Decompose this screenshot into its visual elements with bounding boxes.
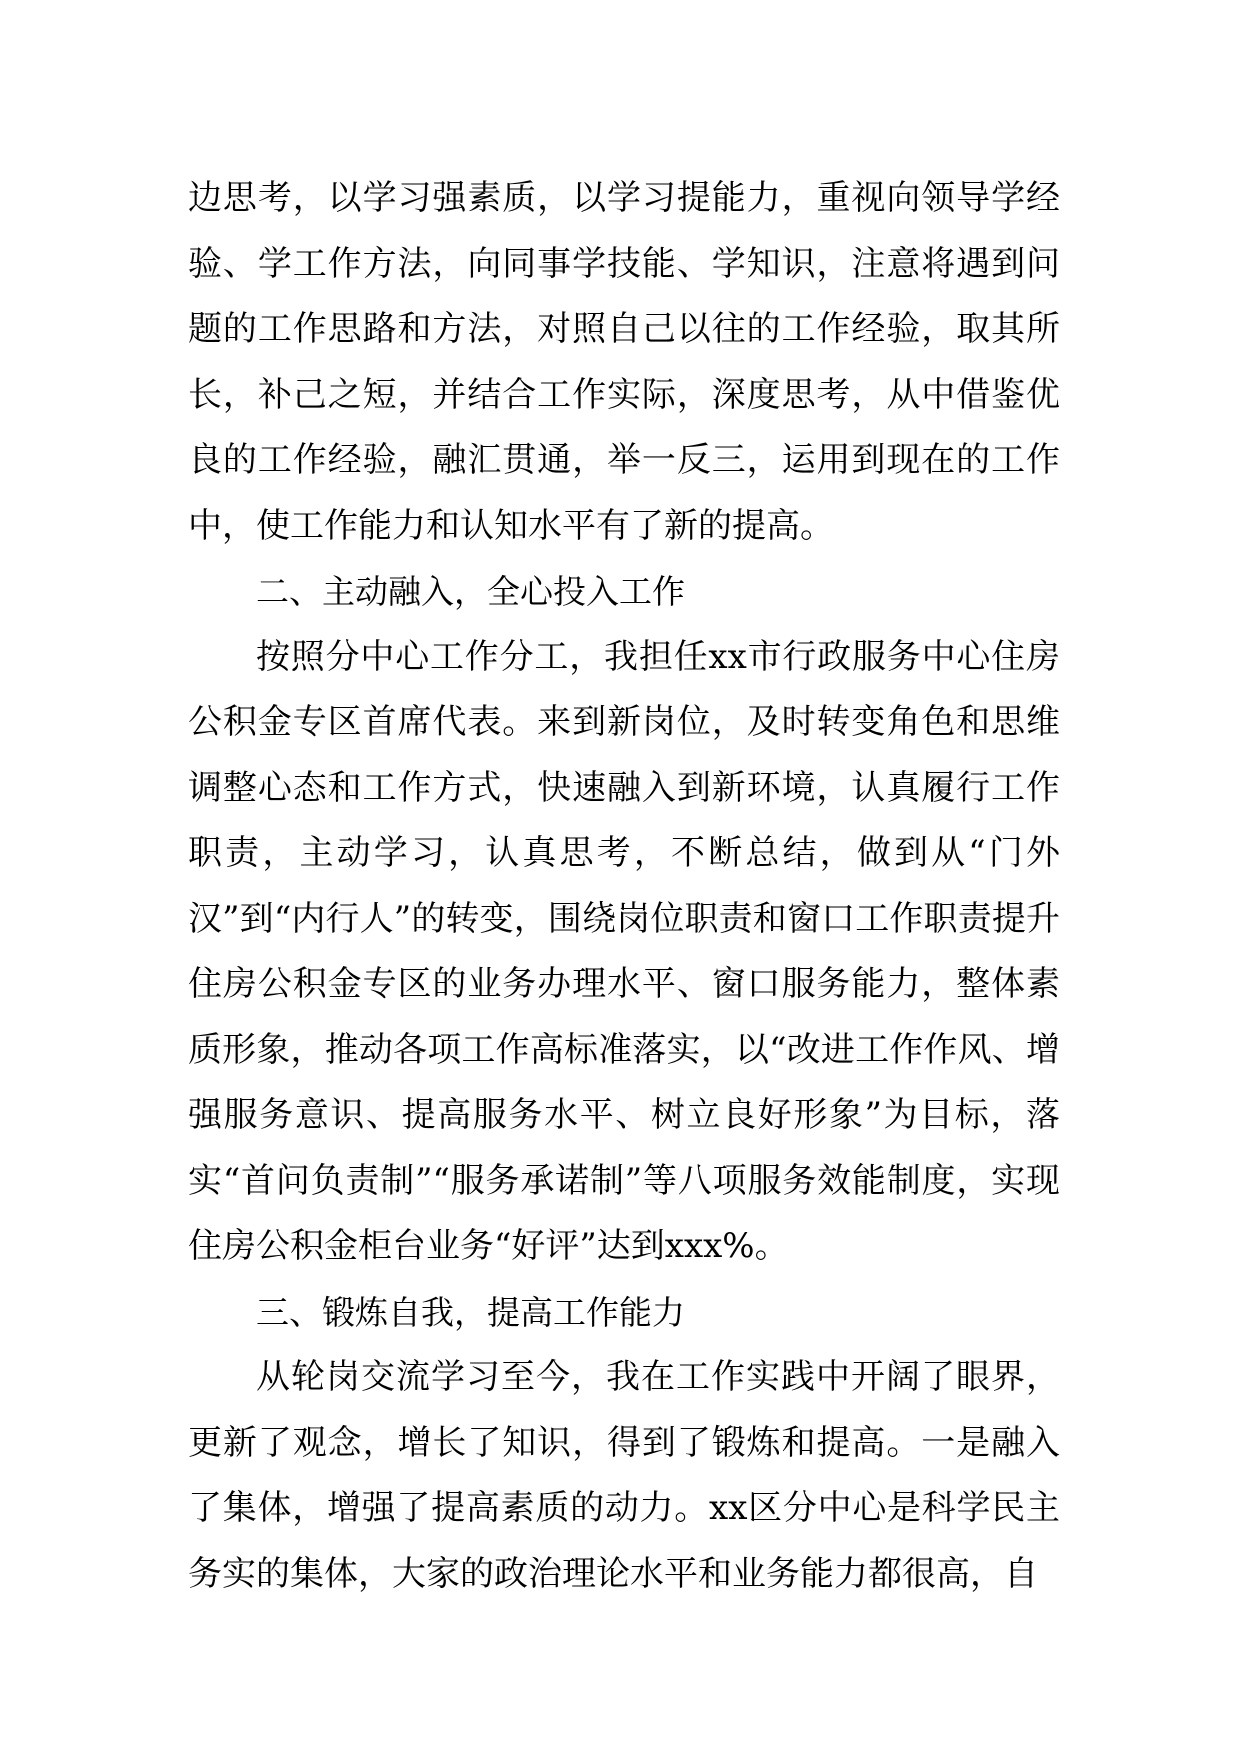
paragraph-section-2: 按照分中心工作分工，我担任xx市行政服务中心住房公积金专区首席代表。来到新岗位，及时转变角色和思维调整心态和工作方式，快速融入到新环境，认真履行工作职责，主动学习，认真思考，不断总结，做到从“门外汉”到“内行人”的转变，围绕岗位职责和窗口工作职责提升住房公积金专区的业务办理水平、窗口服务能力，整体素质形象，推动各项工作高标准落实，以“改进工作作风、增强服务意识、提高服务水平、树立良好形象”为目标，落实“首问负责制”“服务承诺制”等八项服务效能制度，实现住房公积金柜台业务“好评”达到xxx%。 xyxy=(188,636,1060,1266)
paragraph-section-3: 从轮岗交流学习至今，我在工作实践中开阔了眼界，更新了观念，增长了知识，得到了锻炼和提高。一是融入了集体，增强了提高素质的动力。xx区分中心是科学民主务实的集体，大家的政治理论水平和业务能力都很高，自 xyxy=(188,1357,1060,1594)
document-body xyxy=(188,166,1060,1607)
section-heading-2: 二、主动融入，全心投入工作 xyxy=(256,572,685,611)
section-heading-3: 三、锻炼自我，提高工作能力 xyxy=(256,1292,685,1332)
paragraph-continuation: 边思考，以学习强素质，以学习提能力，重视向领导学经验、学工作方法，向同事学技能、学知识，注意将遇到问题的工作思路和方法，对照自己以往的工作经验，取其所长，补己之短，并结合工作实际，深度思考，从中借鉴优良的工作经验，融汇贯通，举一反三，运用到现在的工作中，使工作能力和认知水平有了新的提高。 xyxy=(188,178,1060,546)
